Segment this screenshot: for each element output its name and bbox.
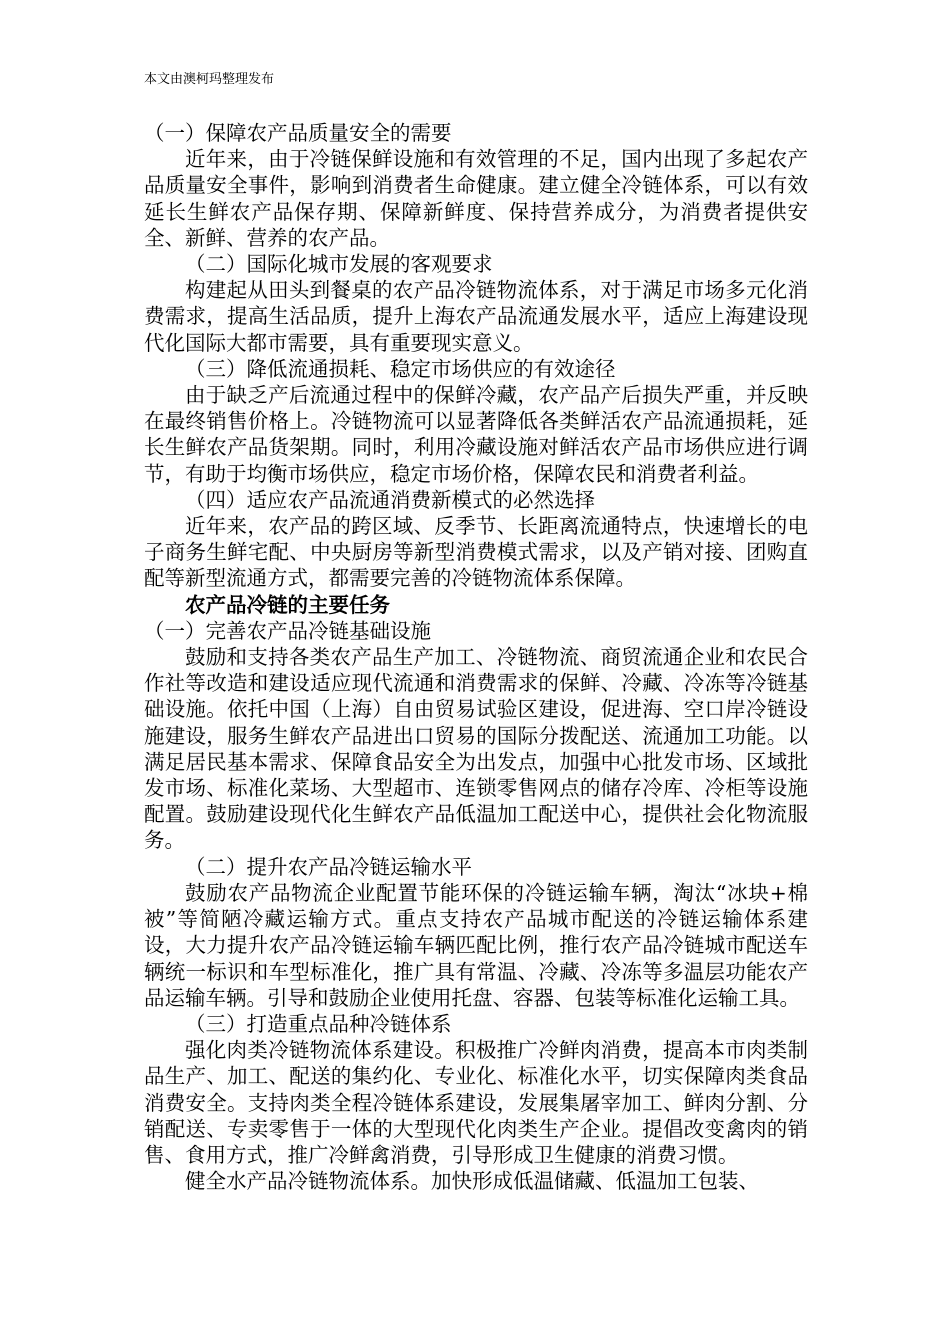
paragraph: 近年来，农产品的跨区域、反季节、长距离流通特点，快速增长的电子商务生鲜宅配、中央厨房等新型消费模式需求，以及产销对接、团购直配等新型流通方式，都需要完善的冷链物流体系保障。	[144, 514, 808, 591]
section-heading: （三）降低流通损耗、稳定市场供应的有效途径	[185, 356, 616, 381]
paragraph: 健全水产品冷链物流体系。加快形成低温储藏、低温加工包装、	[185, 1169, 759, 1194]
paragraph: 鼓励和支持各类农产品生产加工、冷链物流、商贸流通企业和农民合作社等改造和建设适应现代流通和消费需求的保鲜、冷藏、冷冻等冷链基础设施。依托中国（上海）自由贸易试验区建设，促进海、空口岸冷链设施建设，服务生鲜农产品进出口贸易的国际分拨配送、流通加工功能。以满足居民基本需求、保障食品安全为出发点，加强中心批发市场、区域批发市场、标准化菜场、大型超市、连锁零售网点的储存冷库、冷柜等设施配置。鼓励建设现代化生鲜农产品低温加工配送中心，提供社会化物流服务。	[144, 645, 808, 853]
chapter-title: 农产品冷链的主要任务	[185, 592, 390, 617]
section-heading: （二）提升农产品冷链运输水平	[185, 854, 472, 879]
document-body	[144, 120, 808, 1194]
section-heading: （一）保障农产品质量安全的需要	[144, 121, 452, 145]
paragraph: 强化肉类冷链物流体系建设。积极推广冷鲜肉消费，提高本市肉类制品生产、加工、配送的集约化、专业化、标准化水平，切实保障肉类食品消费安全。支持肉类全程冷链体系建设，发展集屠宰加工、鲜肉分割、分销配送、专卖零售于一体的大型现代化肉类生产企业。提倡改变禽肉的销售、食用方式，推广冷鲜禽消费，引导形成卫生健康的消费习惯。	[144, 1038, 808, 1167]
header-note: 本文由澳柯玛整理发布	[144, 72, 275, 87]
section-heading: （三）打造重点品种冷链体系	[185, 1011, 452, 1036]
paragraph: 鼓励农产品物流企业配置节能环保的冷链运输车辆，淘汰“冰块+棉被”等简陋冷藏运输方式。重点支持农产品城市配送的冷链运输体系建设，大力提升农产品冷链运输车辆匹配比例，推行农产品冷链城市配送车辆统一标识和车型标准化，推广具有常温、冷藏、冷冻等多温层功能农产品运输车辆。引导和鼓励企业使用托盘、容器、包装等标准化运输工具。	[144, 880, 808, 1010]
section-heading: （四）适应农产品流通消费新模式的必然选择	[185, 487, 595, 512]
section-heading: （一）完善农产品冷链基础设施	[144, 618, 431, 643]
paragraph: 近年来，由于冷链保鲜设施和有效管理的不足，国内出现了多起农产品质量安全事件，影响到消费者生命健康。建立健全冷链体系，可以有效延长生鲜农产品保存期、保障新鲜度、保持营养成分，为消费者提供安全、新鲜、营养的农产品。	[144, 147, 808, 250]
paragraph: 构建起从田头到餐桌的农产品冷链物流体系，对于满足市场多元化消费需求，提高生活品质，提升上海农产品流通发展水平，适应上海建设现代化国际大都市需要，具有重要现实意义。	[144, 278, 808, 355]
section-heading: （二）国际化城市发展的客观要求	[185, 252, 493, 277]
paragraph: 由于缺乏产后流通过程中的保鲜冷藏，农产品产后损失严重，并反映在最终销售价格上。冷链物流可以显著降低各类鲜活农产品流通损耗，延长生鲜农产品货架期。同时，利用冷藏设施对鲜活农产品市场供应进行调节，有助于均衡市场供应，稳定市场价格，保障农民和消费者利益。	[144, 383, 808, 486]
